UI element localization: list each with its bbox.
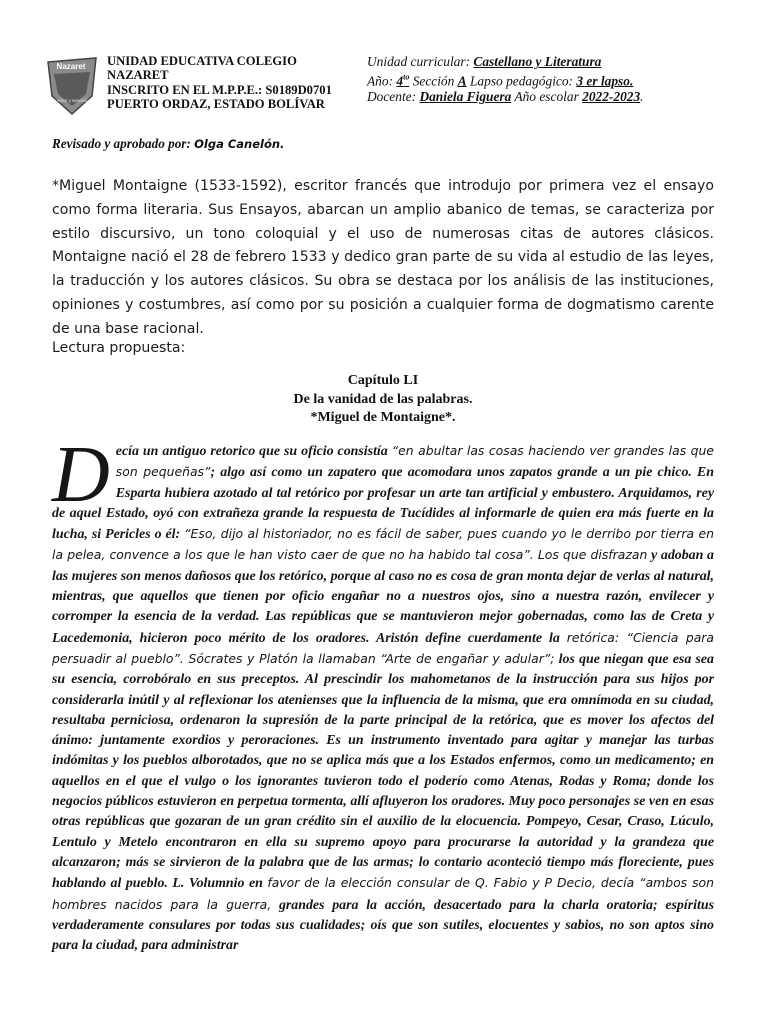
course-year-line [367,70,644,89]
intro-paragraph: *Miguel Montaigne (1533-1592), escritor francés que introdujo por primera vez el ensayo como forma literaria. Sus Ensayos, abarcan un amplio abanico de temas, se caracteriza por estilo discursivo, un tono coloquial y el uso de numerosas citas de autores clásicos. Montaigne nació el 28 de febrero 1533 y dedico gran parte de su vida al estudio de las leyes, la traducción y los autores clásicos. Su obra se destaca por los análisis de las instituciones, opiniones y costumbres, así como por su posición a cualquier forma de dogmatismo carente de una base racional. [52,178,714,337]
essay-fragment: ; algo así como un zapatero que acomodara unos zapatos grande a un pie chico. En Esparta hubiera azotado al tal retórico por profesar un arte tan artificial y embustero. Arquidamos, rey de aquel Estado, oyó con extrañeza grande la respuesta de Tucídides al informarle de quien era más fuerte en la lucha, si Pericles o él: [52,465,714,543]
course-unit-line [367,54,644,70]
school-info [107,54,332,112]
school-year-label: Año escolar [514,89,579,105]
year-label: Año: [367,73,394,89]
school-year-value: 2022-2023 [582,89,641,105]
lapse-label: Lapso pedagógico: [469,73,574,89]
essay-quote: retórica: “Ciencia para persuadir al pueblo”. Sócrates y Platón la llamaban “Arte de engañar y adular”; [52,629,714,666]
essay-quote: “Eso, dijo al historiador, no es fácil de saber, pues cuando yo le derribo por tierra en la pelea, convence a los que le han visto caer de que no ha habido tal cosa”. [52,526,714,563]
school-line: UNIDAD EDUCATIVA COLEGIO [107,54,297,68]
drop-cap: D [52,431,110,519]
chapter-heading [52,372,714,428]
end-dot: . [640,89,644,105]
lectura-label: Lectura propuesta: [52,340,186,356]
school-logo-icon [44,56,100,116]
year-suffix: to [403,73,410,82]
unit-label: Unidad curricular: [367,54,471,69]
course-teacher-line [367,89,644,105]
reviewer-name: Olga Canelón. [194,137,285,151]
unit-value: Castellano y Literatura [473,54,602,69]
essay-quote: “en abultar las cosas haciendo ver grandes las que son pequeñas” [115,443,714,480]
essay-fragment: ecía un antiguo retorico que su oficio consistía [115,444,392,459]
essay-fragment: y adoban a las mujeres son menos dañosos que los retórico, porque al caso no es cosa de gran monta dejar de verlas al natural, mientras, que aquellos que tienen por oficio engañar no a nuestros ojos, sino a nuestra razón, envilecer y corromper la esencia de la verdad. Las repúblicas que se mantuvieron mejor gobernadas, como las de Creta y Lacedemonia, hicieron poco mérito de los oradores. Aristón define cuerdamente la [52,548,715,646]
chapter-title: De la vanidad de las palabras. [293,391,473,407]
section-label: Sección [412,73,455,89]
teacher-label: Docente: [367,89,417,105]
section-value: A [457,73,467,89]
school-line: INSCRITO EN EL M.P.P.E.: S0189D0701 [107,82,332,97]
document-header [44,52,734,124]
reviewed-by [52,136,284,152]
lapse-value: 3 er lapso. [576,73,634,89]
logo-motto: Amor y servicio [56,98,88,103]
essay-fragment: grandes para la acción, desacertado para la charla oratoria; espíritus verdaderamente consulares por todas sus cualidades; oís que son sutiles, elocuentes y sabios, no son aptos sino para la ciudad, para administrar [52,897,714,954]
logo-title: Nazaret [56,62,86,71]
chapter-author: *Miguel de Montaigne*. [310,410,456,425]
school-line: NAZARET [107,68,169,83]
teacher-value: Daniela Figuera [419,89,512,105]
reviewed-label: Revisado y aprobado por: [52,136,191,151]
chapter-number: Capítulo LI [347,373,419,388]
year-value: 4 [396,73,404,89]
essay-text [52,431,715,956]
essay-quote: Los que disfrazan [533,547,648,563]
essay-quote: favor de la elección consular de Q. Fabio y P Decio, decía “ambos son hombres nacidos para la guerra, [52,875,714,912]
course-info [367,54,644,105]
school-line: PUERTO ORDAZ, ESTADO BOLÍVAR [107,97,325,112]
essay-fragment: los que niegan que esa sea su esencia, corrobóralo en sus preceptos. Al prescindir los mahometanos de la instrucción para sus hijos por considerarla inútil y al reflexionar los atenienses que la influencia de la misma, que era omnímoda en su ciudad, resultaba perniciosa, ordenaron la supresión de la parte principal de la retórica, que es mover los afectos del ánimo: juntamente exordios y peroraciones. Es un instrumento inventado para agitar y manejar las turbas indómitas y los pueblos alborotados, que no se aplica más que a los Estados enfermos, como un medicamento; en aquellos en el que el vulgo o los ignorantes tuvieron todo el poderío como Atenas, Rodas y Roma; donde los negocios públicos estuvieron en perpetua tormenta, allí afluyeron los oradores. Muy poco personajes se ven en esas otras repúblicas que gozaran de un gran crédito sin el auxilio de la elocuencia. Pompeyo, Cesar, Craso, Lúculo, Lentulo y Metelo encontraron en ella su supremo apoyo para procurarse la autoridad y la grandeza que alcanzaron; más se sirvieron de la palabra que de las armas; lo contario aconteció tiempo más floreciente, pues hablando al pueblo. L. Volumnio en [52,651,714,892]
